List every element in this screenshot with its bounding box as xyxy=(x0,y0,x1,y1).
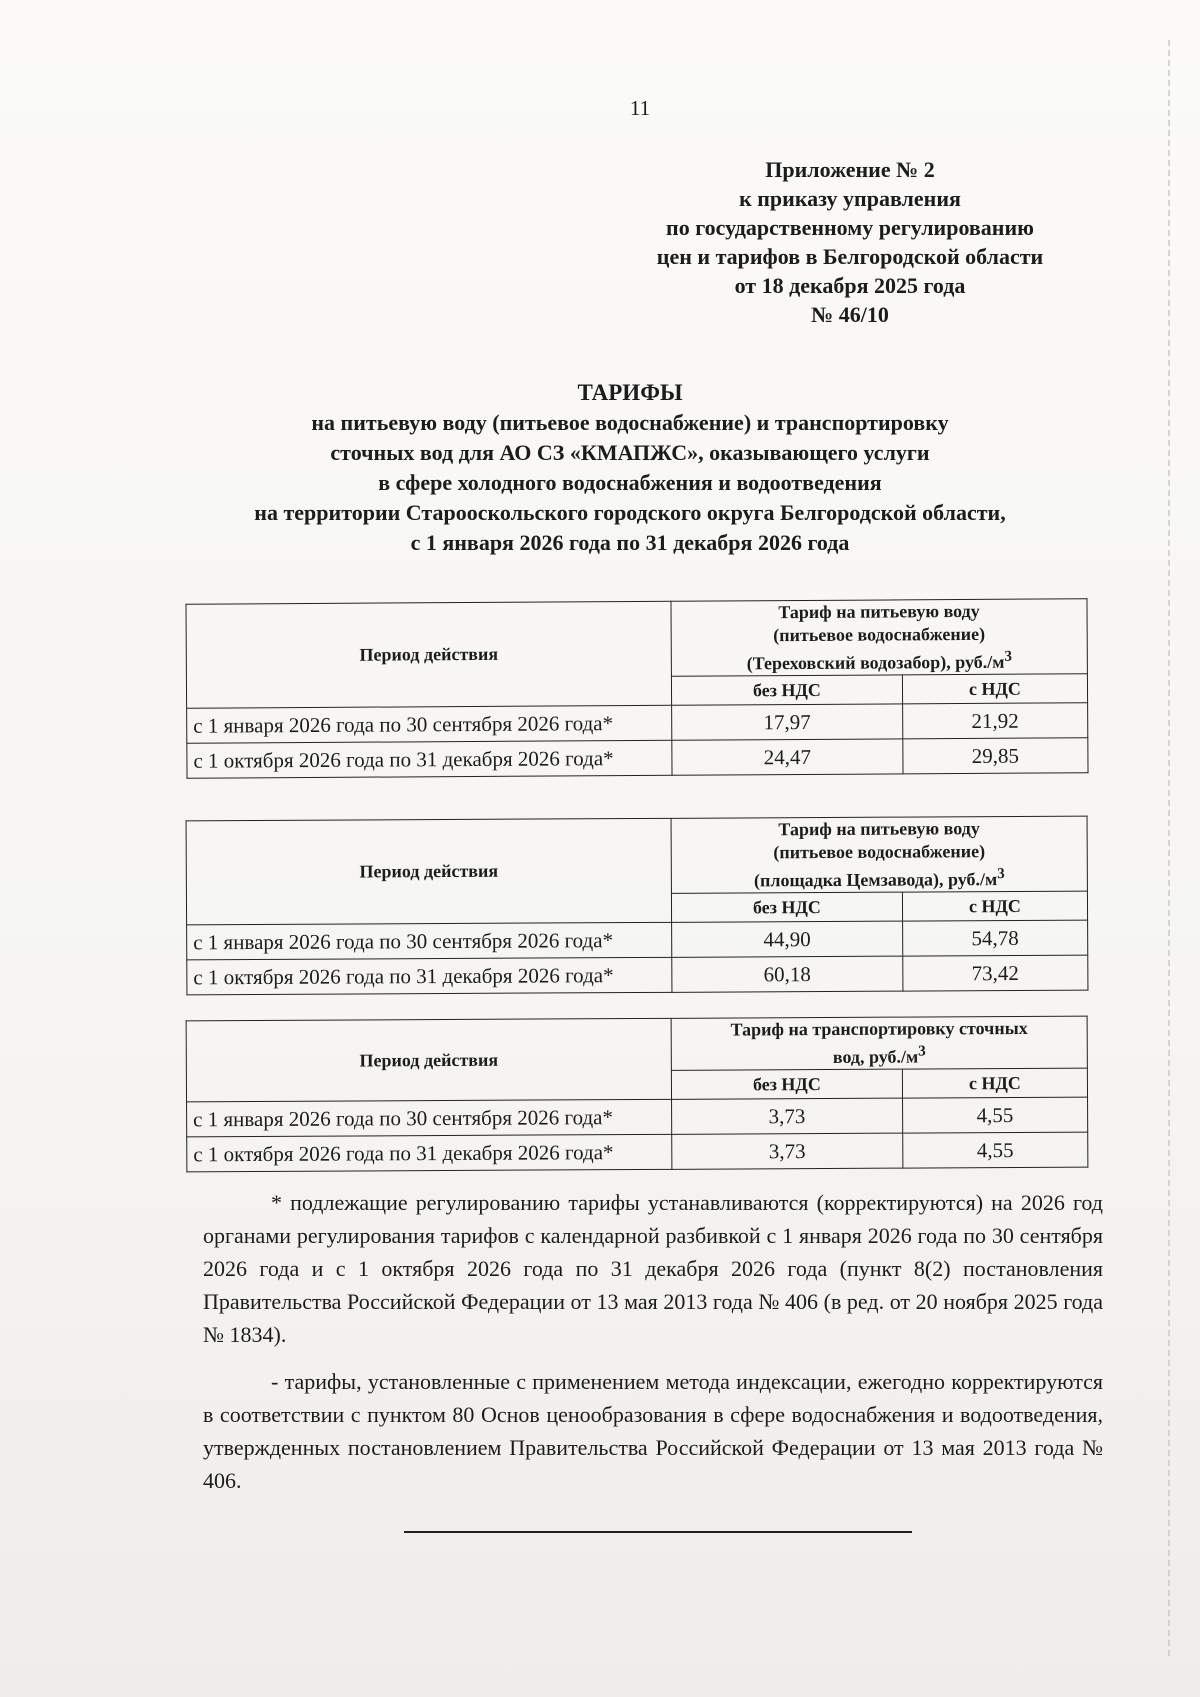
appendix-line: от 18 декабря 2025 года xyxy=(734,273,966,298)
page-number: 11 xyxy=(629,96,651,120)
tariff-header-line: Тариф на транспортировку сточных xyxy=(730,1017,1028,1040)
value-vat: 73,42 xyxy=(903,955,1088,991)
title-line: с 1 января 2026 года по 31 декабря 2026 года xyxy=(410,530,850,555)
tariff-header-line: (Тереховский водозабор), $руб./м^3$ xyxy=(746,648,1013,674)
period-cell: с 1 октября 2026 года по 31 декабря 2026 года* xyxy=(187,957,672,995)
period-cell: с 1 января 2026 года по 30 сентября 2026 года* xyxy=(187,922,672,960)
table-row xyxy=(187,703,1088,744)
appendix-block xyxy=(600,155,1100,329)
indexation-paragraph xyxy=(203,1365,1103,1497)
value-no-vat: 60,18 xyxy=(672,956,903,992)
value-vat: 54,78 xyxy=(902,920,1087,956)
col-vat: с НДС xyxy=(902,891,1087,921)
indexation-text: - тарифы, установленные с применением метода индексации, ежегодно корректируются в соответствии с пунктом 80 Основ ценообразования в сфере водоснабжения и водоотведения, утвержденных постановлением Правительства Российской Федерации от 13 мая 2013 года № 406. xyxy=(203,1369,1103,1493)
col-vat: с НДС xyxy=(902,674,1087,704)
tariff-header xyxy=(671,1016,1087,1070)
tariff-header-line: (питьевое водоснабжение) xyxy=(773,623,986,646)
title-heading: ТАРИФЫ xyxy=(577,380,683,405)
table-row xyxy=(187,1132,1088,1172)
value-no-vat: 17,97 xyxy=(672,704,903,740)
col-no-vat: без НДС xyxy=(671,675,902,705)
tariff-header xyxy=(671,599,1087,677)
value-vat: 21,92 xyxy=(902,703,1087,739)
period-header: Период действия xyxy=(186,818,672,925)
table-row xyxy=(187,920,1088,960)
value-no-vat: 3,73 xyxy=(672,1133,903,1169)
period-header: Период действия xyxy=(186,601,672,708)
closing-rule xyxy=(404,1531,912,1533)
table-row xyxy=(187,1097,1088,1137)
tariff-table-tereh xyxy=(185,598,1088,779)
footnote-paragraph xyxy=(203,1186,1103,1351)
appendix-line: Приложение № 2 xyxy=(765,157,935,182)
appendix-line: по государственному регулированию xyxy=(666,215,1034,240)
col-vat: с НДС xyxy=(902,1068,1087,1098)
period-cell: с 1 января 2026 года по 30 сентября 2026 года* xyxy=(187,1099,672,1137)
table-row xyxy=(187,955,1088,995)
col-no-vat: без НДС xyxy=(671,1069,902,1099)
appendix-line: цен и тарифов в Белгородской области xyxy=(656,244,1044,269)
value-no-vat: 44,90 xyxy=(672,921,903,957)
period-header: Период действия xyxy=(186,1018,671,1102)
appendix-line: к приказу управления xyxy=(739,186,961,211)
value-no-vat: 24,47 xyxy=(672,739,903,775)
value-vat: 4,55 xyxy=(902,1097,1087,1133)
tariff-table-cemzavod xyxy=(186,816,1089,996)
tariff-table-wastewater xyxy=(186,1016,1089,1173)
tariff-header-line: (питьевое водоснабжение) xyxy=(773,841,986,863)
tariff-header-line: вод, $руб./м^3$ xyxy=(832,1043,926,1067)
col-no-vat: без НДС xyxy=(671,892,902,922)
title-line: на территории Старооскольского городского округа Белгородской области, xyxy=(254,500,1006,525)
title-line: на питьевую воду (питьевое водоснабжение) и транспортировку xyxy=(311,410,949,435)
value-vat: 29,85 xyxy=(903,738,1088,774)
tariff-header-line: Тариф на питьевую воду xyxy=(778,818,980,840)
value-vat: 4,55 xyxy=(903,1132,1088,1168)
footnote-text: * подлежащие регулированию тарифы устанавливаются (корректируются) на 2026 год органами регулирования тарифов с календарной разбивкой с 1 января 2026 года по 30 сентября 2026 года и с 1 октября 2026 года по 31 декабря 2026 года (пункт 8(2) постановления Правительства Российской Федерации от 13 мая 2013 года № 406 (в ред. от 20 ноября 2025 года № 1834). xyxy=(203,1190,1103,1347)
appendix-line: № 46/10 xyxy=(811,302,889,327)
document-title xyxy=(160,378,1100,558)
tariff-header xyxy=(671,816,1087,893)
period-cell: с 1 января 2026 года по 30 сентября 2026 года* xyxy=(187,705,672,743)
period-cell: с 1 октября 2026 года по 31 декабря 2026 года* xyxy=(187,1134,672,1172)
tariff-header-line: (площадка Цемзавода), $руб./м^3$ xyxy=(753,866,1005,891)
scan-edge xyxy=(1168,40,1170,1660)
tariff-header-line: Тариф на питьевую воду xyxy=(778,600,980,623)
table-row xyxy=(187,738,1088,779)
value-no-vat: 3,73 xyxy=(672,1098,903,1134)
title-line: в сфере холодного водоснабжения и водоотведения xyxy=(378,470,882,495)
period-cell: с 1 октября 2026 года по 31 декабря 2026 года* xyxy=(187,740,672,778)
title-line: сточных вод для АО СЗ «КМАПЖС», оказывающего услуги xyxy=(330,440,930,465)
